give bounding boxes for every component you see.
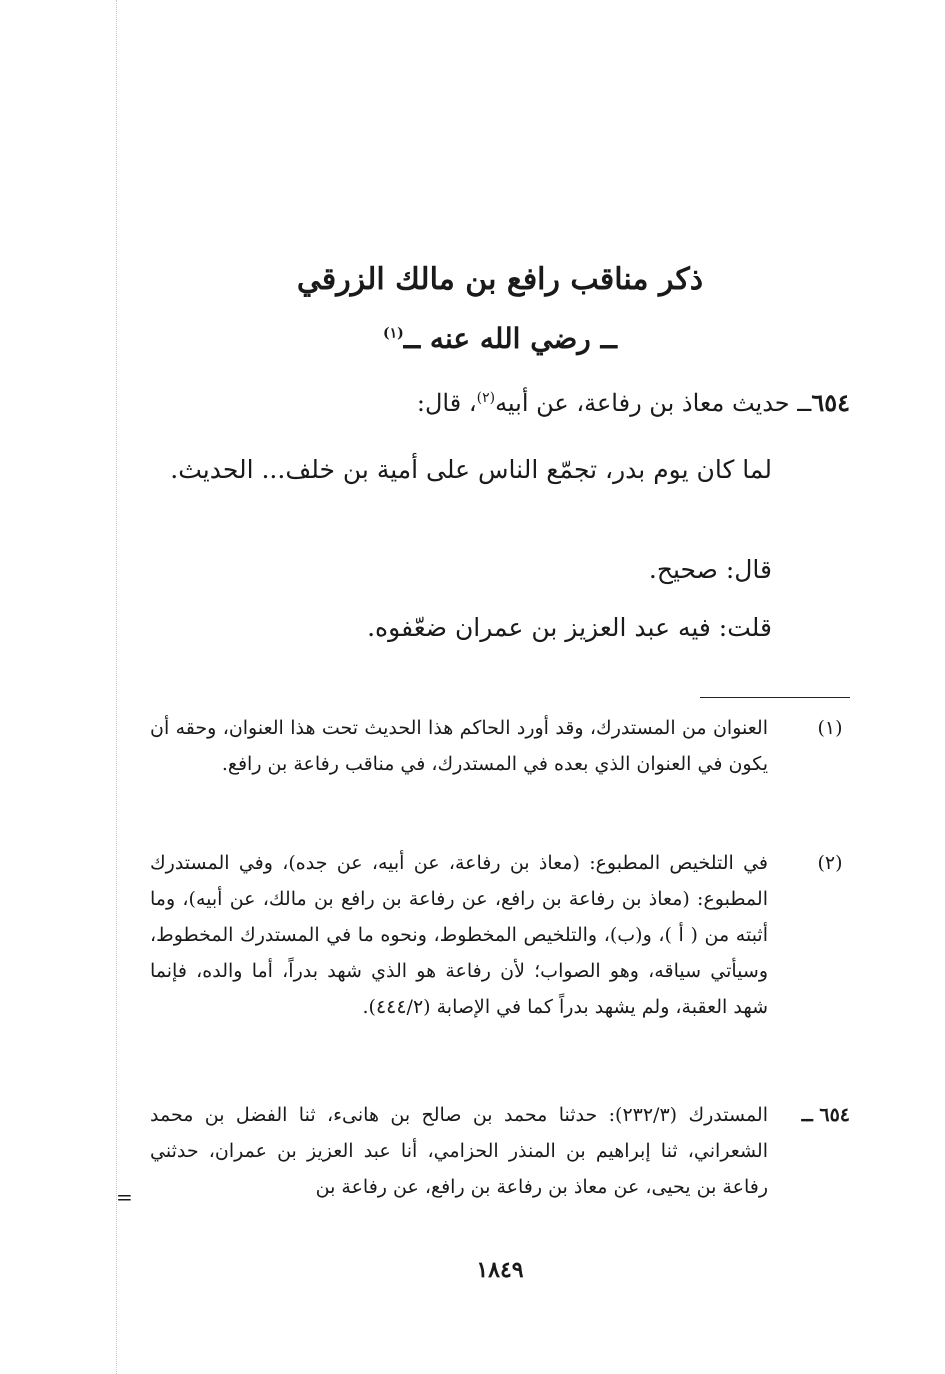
source-note-number: ٦٥٤ ــ	[801, 1104, 850, 1126]
subtitle-footnote-ref: (١)	[383, 325, 404, 342]
source-note	[150, 1097, 850, 1205]
hadith-number: ٦٥٤	[811, 388, 850, 417]
page-gutter-line	[116, 0, 117, 1374]
page-number: ١٨٤٩	[476, 1257, 524, 1283]
continuation-mark: =	[116, 1185, 133, 1209]
section-title-text: ذكر مناقب رافع بن مالك الزرقي	[296, 262, 704, 297]
subtitle-text: ــ رضي الله عنه ــ	[403, 322, 617, 355]
hadith-grading: قال: صحيح.	[648, 555, 772, 584]
hadith-commentary: قلت: فيه عبد العزيز بن عمران ضعّفوه.	[367, 613, 772, 642]
source-note-text: المستدرك (٢٣٢/٣): حدثنا محمد بن صالح بن هانىء، ثنا الفضل بن محمد الشعراني، ثنا إبراهيم بن المنذر الحزامي، أنا عبد العزيز بن عمران، حدثني رفاعة بن يحيى، عن معاذ بن رفاعة بن رافع، عن رفاعة بن	[150, 1104, 768, 1198]
hadith-intro-text: ــ حديث معاذ بن رفاعة، عن أبيه	[495, 389, 812, 417]
footnote-1-text: العنوان من المستدرك، وقد أورد الحاكم هذا الحديث تحت هذا العنوان، وحقه أن يكون في العنوان الذي بعده في المستدرك، في مناقب رفاعة بن رافع.	[150, 717, 768, 775]
hadith-intro	[150, 388, 850, 417]
footnote-2	[150, 845, 850, 1025]
document-page	[116, 0, 850, 1374]
section-subtitle	[150, 322, 850, 355]
section-title	[150, 262, 850, 297]
footnote-1-number: (١)	[817, 717, 843, 739]
footnote-separator	[700, 697, 850, 698]
footnote-2-text: في التلخيص المطبوع: (معاذ بن رفاعة، عن أبيه، عن جده)، وفي المستدرك المطبوع: (معاذ بن رفاعة بن رافع، عن رفاعة بن رافع بن مالك، عن أبيه)، وما أثبته من ( أ )، و(ب)، والتلخيص المخطوط، ونحوه ما في المستدرك المخطوط، وسيأتي سياقه، وهو الصواب؛ لأن رفاعة هو الذي شهد بدراً، أما والده، فإنما شهد العقبة، ولم يشهد بدراً كما في الإصابة (٤٤٤/٢).	[150, 852, 768, 1018]
hadith-intro-tail: ، قال:	[416, 389, 477, 417]
footnote-2-number: (٢)	[817, 852, 843, 874]
hadith-text: لما كان يوم بدر، تجمّع الناس على أمية بن خلف... الحديث.	[170, 455, 772, 484]
footnote-1	[150, 710, 850, 782]
hadith-footnote-ref: (٢)	[476, 390, 496, 406]
